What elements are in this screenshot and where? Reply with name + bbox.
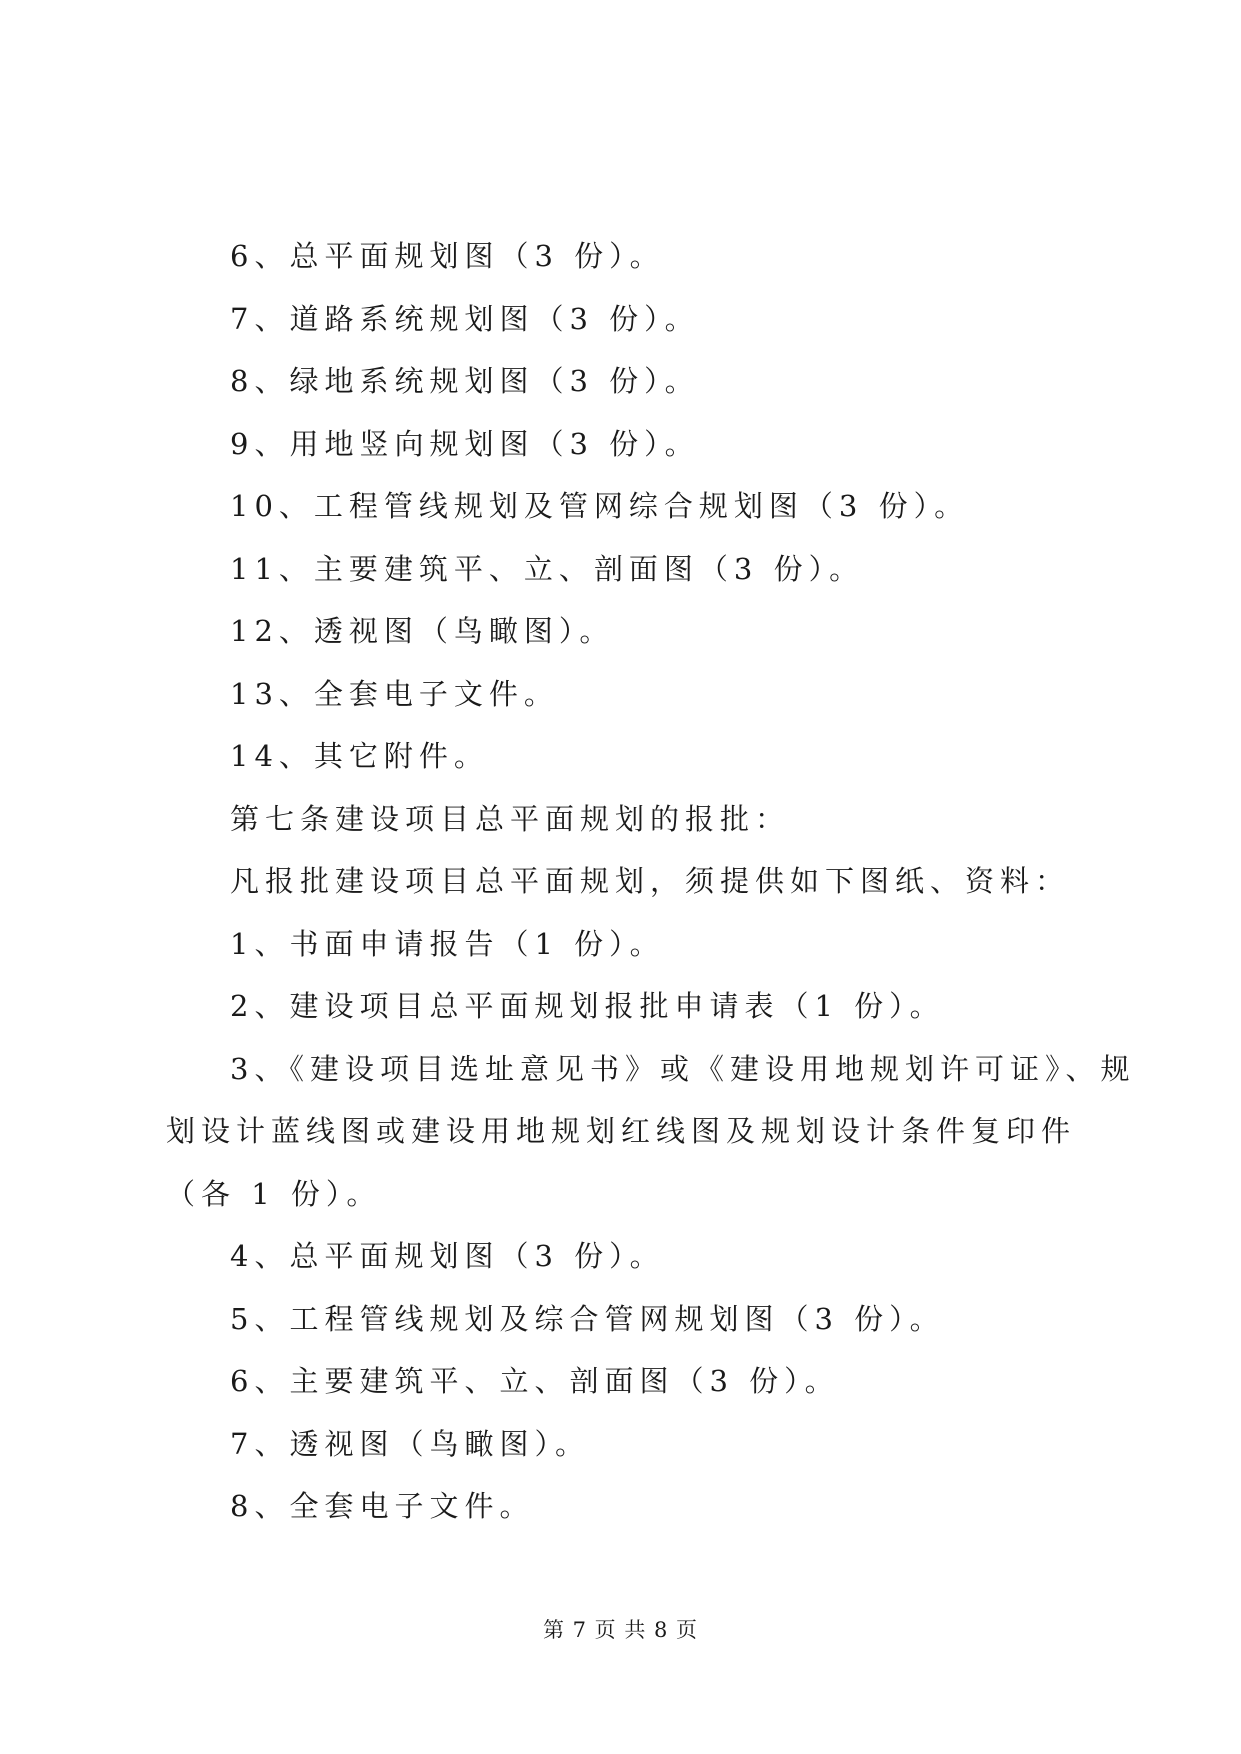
list-item: 10、工程管线规划及管网综合规划图（3 份）。 [230,489,970,523]
section-heading: 第七条建设项目总平面规划的报批： [230,802,791,836]
list-item: 3、《建设项目选址意见书》或《建设用地规划许可证》、规 [230,1052,1136,1086]
list-item-continuation: （各 1 份）。 [166,1177,382,1211]
list-item: 8、绿地系统规划图（3 份）。 [230,364,700,398]
list-item: 6、总平面规划图（3 份）。 [230,239,665,273]
list-item: 11、主要建筑平、立、剖面图（3 份）。 [230,552,865,586]
list-item: 5、工程管线规划及综合管网规划图（3 份）。 [230,1302,945,1336]
list-item: 12、透视图（鸟瞰图）。 [230,614,615,648]
list-item: 7、透视图（鸟瞰图）。 [230,1427,590,1461]
list-item: 1、书面申请报告（1 份）。 [230,927,665,961]
list-item: 8、全套电子文件。 [230,1489,535,1523]
list-item: 7、道路系统规划图（3 份）。 [230,302,700,336]
list-item: 13、全套电子文件。 [230,677,559,711]
page-number-footer: 第 7 页 共 8 页 [542,1618,699,1642]
list-item: 6、主要建筑平、立、剖面图（3 份）。 [230,1364,840,1398]
list-item: 2、建设项目总平面规划报批申请表（1 份）。 [230,989,945,1023]
list-item: 9、用地竖向规划图（3 份）。 [230,427,700,461]
paragraph: 凡报批建设项目总平面规划，须提供如下图纸、资料： [230,864,1071,898]
list-item: 4、总平面规划图（3 份）。 [230,1239,665,1273]
list-item: 14、其它附件。 [230,739,489,773]
list-item-continuation: 划设计蓝线图或建设用地规划红线图及规划设计条件复印件 [166,1114,1077,1148]
